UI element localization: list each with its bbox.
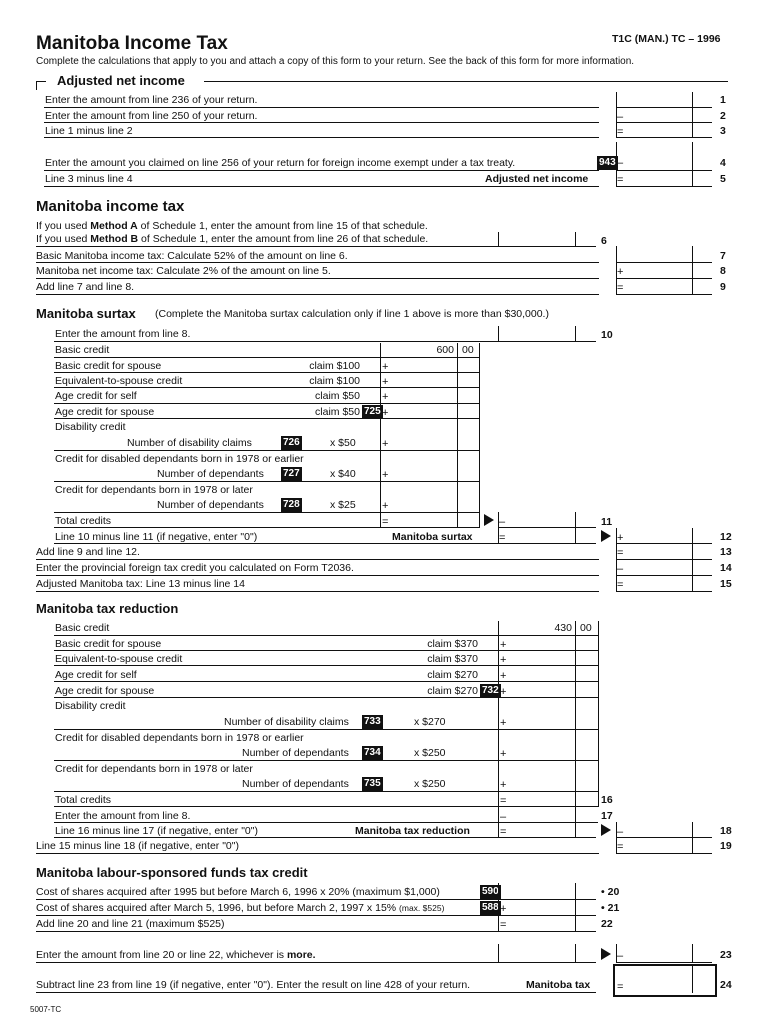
amount-field-line-1[interactable] <box>616 107 712 108</box>
minus-sign: – <box>617 950 624 962</box>
line-1-label: Enter the amount from line 236 of your return. <box>45 94 258 106</box>
rule <box>54 543 596 544</box>
amount-field-surtax-disabled-dep[interactable] <box>54 481 479 482</box>
line-22-label: Add line 20 and line 21 (maximum $525) <box>36 918 225 930</box>
section-rule <box>204 81 728 82</box>
reduction-age-spouse: Age credit for spouse <box>55 685 155 697</box>
minus-sign: – <box>617 111 624 123</box>
minus-sign: – <box>499 516 506 528</box>
amount-field-line-19[interactable] <box>616 853 712 854</box>
line-18-calc-label: Line 16 minus line 17 (if negative, enter "0") <box>55 825 258 837</box>
reduction-age-spouse-claim: claim $270 <box>427 685 478 697</box>
col-rule <box>598 621 599 807</box>
col-rule <box>575 326 576 342</box>
rule <box>44 122 599 123</box>
equals-sign: = <box>500 826 507 838</box>
col-rule <box>616 944 617 963</box>
line-number-10: 10 <box>601 329 613 341</box>
minus-sign: – <box>500 811 507 823</box>
code-735: 735 <box>364 778 381 789</box>
amount-field-surtax-dep-later[interactable] <box>54 512 479 513</box>
rule <box>36 246 596 247</box>
amount-field-line-8[interactable] <box>616 278 712 279</box>
minus-sign: – <box>617 157 624 169</box>
form-code: T1C (MAN.) TC – 1996 <box>612 33 721 45</box>
line-number-11: 11 <box>601 516 613 528</box>
surtax-num-dependants-2: Number of dependants <box>157 499 264 511</box>
rule <box>44 107 599 108</box>
method-b-text: If you used <box>36 233 91 245</box>
line-number-1: 1 <box>720 94 726 106</box>
line-2-label: Enter the amount from line 250 of your return. <box>45 110 258 122</box>
reduction-dependants-later: Credit for dependants born in 1978 or later <box>55 763 253 775</box>
reduction-spouse: Basic credit for spouse <box>55 638 162 650</box>
line-24-label: Subtract line 23 from line 19 (if negative, enter "0"). Enter the result on line 428 of your return. <box>36 979 471 991</box>
surtax-disabled-dependants: Credit for disabled dependants born in 1978 or earlier <box>55 453 304 465</box>
amount-field-line-20[interactable] <box>36 899 596 900</box>
equals-sign: = <box>617 579 624 591</box>
col-rule <box>380 343 381 528</box>
col-rule <box>479 343 480 528</box>
rule <box>54 635 598 636</box>
labour-heading: Manitoba labour-sponsored funds tax credit <box>36 865 308 880</box>
amount-field-line-14[interactable] <box>616 575 712 576</box>
rule <box>36 559 599 560</box>
amount-field-surtax-age-spouse[interactable] <box>54 418 479 419</box>
line-7-label: Basic Manitoba income tax: Calculate 52% of the amount on line 6. <box>36 250 348 262</box>
line-13-label: Add line 9 and line 12. <box>36 546 140 558</box>
line-17-label: Enter the amount from line 8. <box>55 810 191 822</box>
reduction-x270: x $270 <box>414 716 446 728</box>
arrow-right-icon <box>601 530 611 542</box>
col-rule <box>498 326 499 342</box>
line-23-label: Enter the amount from line 20 or line 22, whichever is <box>36 949 287 961</box>
amount-field-line-15[interactable] <box>616 591 712 592</box>
bullet-icon: • <box>601 902 605 914</box>
reduction-x250: x $250 <box>414 747 446 759</box>
surtax-age-self: Age credit for self <box>55 390 137 402</box>
line-3-label: Line 1 minus line 2 <box>45 125 133 137</box>
plus-sign: + <box>382 361 389 373</box>
rule <box>44 170 599 171</box>
surtax-disability-claims: Number of disability claims <box>127 437 252 449</box>
line-number-18: 18 <box>720 825 732 837</box>
surtax-num-dependants: Number of dependants <box>157 468 264 480</box>
amount-field-reduction-disability[interactable] <box>54 729 598 730</box>
line-4-label: Enter the amount you claimed on line 256 of your return for foreign income exempt under a tax treaty. <box>45 157 516 169</box>
plus-sign: + <box>382 391 389 403</box>
plus-sign: + <box>382 438 389 450</box>
method-b-rest: of Schedule 1, enter the amount from line 26 of that schedule. <box>138 233 429 245</box>
col-rule <box>692 142 693 187</box>
rule <box>44 137 599 138</box>
reduction-equiv: Equivalent-to-spouse credit <box>55 653 183 665</box>
equals-sign: = <box>382 516 389 528</box>
arrow-right-icon <box>601 948 611 960</box>
line-5-label: Line 3 minus line 4 <box>45 173 133 185</box>
amount-field-line-12[interactable] <box>616 543 712 544</box>
col-rule <box>575 621 576 807</box>
manitoba-tax-label: Manitoba tax <box>526 979 591 991</box>
amount-field-line-3[interactable] <box>616 137 712 138</box>
line-number-3: 3 <box>720 125 726 137</box>
surtax-age-spouse-claim: claim $50 <box>315 406 360 418</box>
footer-code: 5007-TC <box>30 1005 62 1014</box>
col-rule <box>498 944 499 963</box>
reduction-disability-claims: Number of disability claims <box>224 716 349 728</box>
code-943: 943 <box>599 157 616 168</box>
code-725: 725 <box>364 406 381 417</box>
col-rule <box>692 246 693 295</box>
col-rule <box>575 944 576 963</box>
surtax-equiv: Equivalent-to-spouse credit <box>55 375 183 387</box>
adjusted-heading: Adjusted net income <box>57 73 185 88</box>
instructions: Complete the calculations that apply to you and attach a copy of this form to your return. See the back of this form for more information. <box>36 56 635 67</box>
line-number-22: 22 <box>601 918 613 930</box>
equals-sign: = <box>500 919 507 931</box>
amount-field-surtax-spouse[interactable] <box>54 372 479 373</box>
line-number-13: 13 <box>720 546 732 558</box>
surtax-disability: Disability credit <box>55 421 126 433</box>
amount-field-line-24[interactable] <box>613 964 717 997</box>
rule <box>54 837 596 838</box>
manitoba-surtax-label: Manitoba surtax <box>392 531 473 543</box>
page-title: Manitoba Income Tax <box>36 33 228 54</box>
amount-field-line-17[interactable] <box>54 822 598 823</box>
col-rule <box>616 142 617 187</box>
reduction-total-credits: Total credits <box>55 794 112 806</box>
manitoba-tax-reduction-label: Manitoba tax reduction <box>355 825 470 837</box>
col-rule <box>575 883 576 932</box>
line-number-24: 24 <box>720 979 732 991</box>
amount-field-line-18[interactable] <box>616 837 712 838</box>
plus-sign: + <box>500 670 507 682</box>
equals-sign: = <box>617 126 624 138</box>
surtax-basic-dollars: 600 <box>436 344 454 356</box>
reduction-spouse-claim: claim $370 <box>427 638 478 650</box>
amount-field-line-22[interactable] <box>36 931 596 932</box>
rule <box>36 992 596 993</box>
amount-field-surtax-disability[interactable] <box>54 450 479 451</box>
line-number-20: 20 <box>607 886 620 898</box>
surtax-heading: Manitoba surtax <box>36 306 136 321</box>
adjusted-net-income-label: Adjusted net income <box>485 173 589 185</box>
plus-sign: + <box>382 500 389 512</box>
amount-field-reduction-age-self[interactable] <box>54 681 598 682</box>
col-rule <box>457 343 458 528</box>
rule <box>36 262 599 263</box>
equals-sign: = <box>499 532 506 544</box>
amount-field-line-21[interactable] <box>36 915 596 916</box>
amount-field-line-9[interactable] <box>616 294 712 295</box>
rule <box>44 186 599 187</box>
col-rule <box>575 232 576 247</box>
plus-sign: + <box>500 654 507 666</box>
plus-sign: + <box>617 532 624 544</box>
minus-sign: – <box>617 563 624 575</box>
equals-sign: = <box>617 282 624 294</box>
reduction-num-dependants-2: Number of dependants <box>242 778 349 790</box>
equals-sign: = <box>617 174 624 186</box>
plus-sign: + <box>500 779 507 791</box>
col-rule <box>692 92 693 138</box>
arrow-right-icon <box>484 514 494 526</box>
line-20-label: Cost of shares acquired after 1995 but before March 6, 1996 x 20% (maximum $1,000) <box>36 886 440 898</box>
rule <box>36 853 599 854</box>
surtax-spouse: Basic credit for spouse <box>55 360 162 372</box>
line-number-19: 19 <box>720 840 732 852</box>
reduction-equiv-claim: claim $370 <box>427 653 478 665</box>
reduction-age-self-claim: claim $270 <box>427 669 478 681</box>
line-10-label: Enter the amount from line 8. <box>55 328 191 340</box>
plus-sign: + <box>382 407 389 419</box>
line-number-7: 7 <box>720 250 726 262</box>
surtax-age-spouse: Age credit for spouse <box>55 406 155 418</box>
amount-field-line-4[interactable] <box>616 170 712 171</box>
col-rule <box>575 512 576 544</box>
plus-sign: + <box>382 469 389 481</box>
amount-field-reduction-spouse[interactable] <box>54 650 598 651</box>
amount-field-reduction-dep-later[interactable] <box>54 791 598 792</box>
reduction-x250-2: x $250 <box>414 778 446 790</box>
code-728: 728 <box>283 499 300 510</box>
line-number-15: 15 <box>720 578 732 590</box>
income-tax-heading: Manitoba income tax <box>36 198 185 215</box>
reduction-disability: Disability credit <box>55 700 126 712</box>
amount-field-line-13[interactable] <box>616 559 712 560</box>
rule <box>36 962 596 963</box>
bullet-icon: • <box>601 886 605 898</box>
line-number-5: 5 <box>720 173 726 185</box>
reduction-disabled-dependants: Credit for disabled dependants born in 1978 or earlier <box>55 732 304 744</box>
line-number-23: 23 <box>720 949 732 961</box>
line-21-max: (max. $525) <box>399 903 445 913</box>
line-number-16: 16 <box>601 794 613 806</box>
surtax-age-self-claim: claim $50 <box>315 390 360 402</box>
surtax-total-credits: Total credits <box>55 515 112 527</box>
plus-sign: + <box>500 717 507 729</box>
plus-sign: + <box>500 686 507 698</box>
amount-field-line-5[interactable] <box>616 186 712 187</box>
rule <box>36 278 599 279</box>
surtax-basic-cents: 00 <box>462 344 474 356</box>
col-rule <box>692 966 693 993</box>
rule <box>36 294 599 295</box>
reduction-basic-cents: 00 <box>580 622 592 634</box>
line-19-label: Line 15 minus line 18 (if negative, enter "0") <box>36 840 239 852</box>
section-rule <box>36 81 37 90</box>
code-734: 734 <box>364 747 381 758</box>
surtax-spouse-claim: claim $100 <box>309 360 360 372</box>
code-588: 588 <box>482 902 499 913</box>
arrow-right-icon <box>601 824 611 836</box>
code-727: 727 <box>283 468 300 479</box>
line-number-4: 4 <box>720 157 726 169</box>
amount-field-reduction-age-spouse[interactable] <box>54 697 598 698</box>
col-rule <box>498 883 499 932</box>
code-733: 733 <box>364 716 381 727</box>
reduction-num-dependants: Number of dependants <box>242 747 349 759</box>
line-number-17: 17 <box>601 810 613 822</box>
section-rule <box>36 81 46 82</box>
plus-sign: + <box>382 376 389 388</box>
reduction-basic-dollars: 430 <box>554 622 572 634</box>
amount-field-line-16[interactable] <box>54 806 598 807</box>
code-726: 726 <box>283 437 300 448</box>
reduction-heading: Manitoba tax reduction <box>36 601 179 616</box>
line-number-2: 2 <box>720 110 726 122</box>
line-23-bold: more. <box>286 949 316 961</box>
amount-field-line-11[interactable] <box>498 527 596 528</box>
surtax-x25: x $25 <box>330 499 356 511</box>
amount-field-surtax-equiv[interactable] <box>54 387 479 388</box>
method-a-text: If you used <box>36 220 91 232</box>
line-number-12: 12 <box>720 531 732 543</box>
reduction-age-self: Age credit for self <box>55 669 137 681</box>
code-590: 590 <box>482 886 499 897</box>
line-15-label: Adjusted Manitoba tax: Line 13 minus line 14 <box>36 578 245 590</box>
line-number-8: 8 <box>720 265 726 277</box>
rule <box>54 341 596 342</box>
col-rule <box>498 621 499 807</box>
line-14-label: Enter the provincial foreign tax credit you calculated on Form T2036. <box>36 562 354 574</box>
plus-sign: + <box>617 266 624 278</box>
line-8-label: Manitoba net income tax: Calculate 2% of the amount on line 5. <box>36 265 331 277</box>
amount-field-reduction-equiv[interactable] <box>54 665 598 666</box>
method-a-bold: Method A <box>90 220 138 232</box>
line-number-9: 9 <box>720 281 726 293</box>
line-number-21: 21 <box>607 902 620 914</box>
code-732: 732 <box>482 685 499 696</box>
amount-field-surtax-total[interactable] <box>54 527 479 528</box>
method-b-bold: Method B <box>90 233 139 245</box>
rule <box>36 591 599 592</box>
amount-field-reduction-disabled-dep[interactable] <box>54 760 598 761</box>
rule <box>54 357 479 358</box>
col-rule <box>692 822 693 854</box>
line-11-calc-label: Line 10 minus line 11 (if negative, enter "0") <box>55 531 258 543</box>
equals-sign: = <box>500 795 507 807</box>
amount-field-line-7[interactable] <box>616 262 712 263</box>
line-9-label: Add line 7 and line 8. <box>36 281 135 293</box>
plus-sign: + <box>500 748 507 760</box>
surtax-equiv-claim: claim $100 <box>309 375 360 387</box>
col-rule <box>692 944 693 963</box>
amount-field-surtax-age-self[interactable] <box>54 403 479 404</box>
line-number-14: 14 <box>720 562 732 574</box>
surtax-dependants-later: Credit for dependants born in 1978 or later <box>55 484 253 496</box>
plus-sign: + <box>500 639 507 651</box>
surtax-x50: x $50 <box>330 437 356 449</box>
col-rule <box>498 232 499 247</box>
amount-field-line-2[interactable] <box>616 122 712 123</box>
equals-sign: = <box>617 981 624 993</box>
method-a-rest: of Schedule 1, enter the amount from line 15 of that schedule. <box>137 220 428 232</box>
minus-sign: – <box>617 826 624 838</box>
surtax-note: (Complete the Manitoba surtax calculation only if line 1 above is more than $30,000.) <box>155 308 549 320</box>
equals-sign: = <box>617 841 624 853</box>
plus-sign: + <box>500 903 507 915</box>
col-rule <box>692 528 693 592</box>
amount-field-line-23[interactable] <box>616 962 712 963</box>
rule <box>36 575 599 576</box>
equals-sign: = <box>617 547 624 559</box>
line-number-6: 6 <box>601 235 607 247</box>
surtax-x40: x $40 <box>330 468 356 480</box>
line-21-label: Cost of shares acquired after March 5, 1996, but before March 2, 1997 x 15% <box>36 902 397 914</box>
reduction-basic-credit: Basic credit <box>55 622 110 634</box>
surtax-basic-credit: Basic credit <box>55 344 110 356</box>
